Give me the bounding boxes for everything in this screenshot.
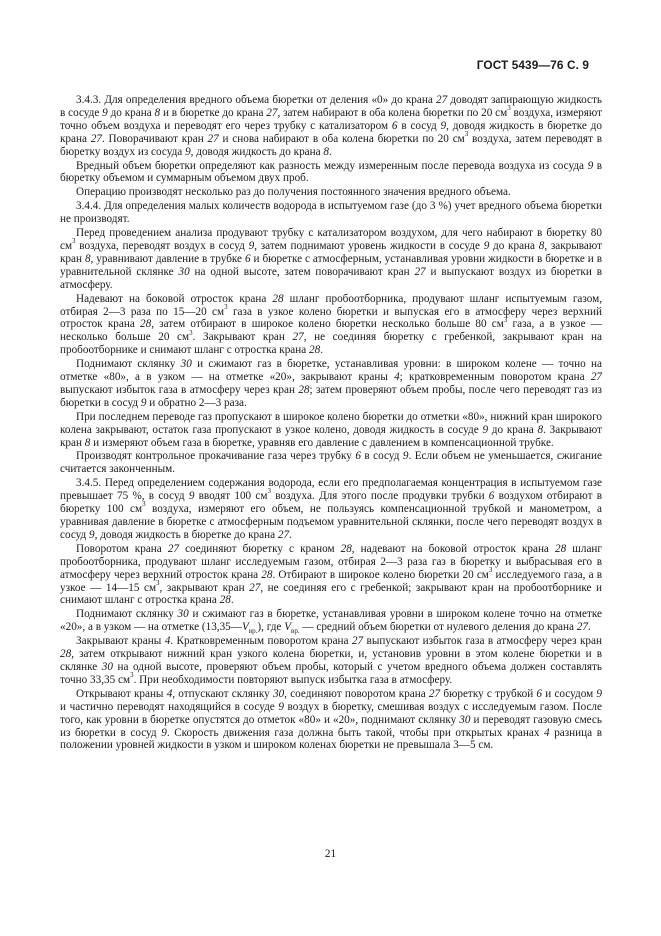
paragraph-open-valves: Открывают краны 4, отпускают склянку 30, соединяют поворотом крана 27 бюретку с трубкой 6 и сосудом 9 и частично переводят находящийся в сосуде 9 воздух в бюретку, смешивая воздух с исследуемым газом. После того, как уровни в бюретке опустятся до отметок «80» и «20», поднимают склянку 30 и переводят газовую смесь из бюретки в сосуд 9. Скорость движения газа должна быть такой, чтобы при открытых кранах 4 разница в положении уровней жидкости в узком и широком коленах бюретки не превышала 3—5 см. bbox=[60, 687, 602, 752]
paragraph-control-pumping: Производят контрольное прокачивание газа через трубку 6 в сосуд 9. Если объем не уменьшается, сжигание считается законченным. bbox=[60, 450, 602, 476]
paragraph-harmful-volume-definition: Вредный объем бюретки определяют как разность между измеренным после перевода воздуха из сосуда 9 в бюретку объемом и суммарным объемом двух проб. bbox=[60, 159, 602, 185]
paragraph-raise-bottle: Поднимают склянку 30 и сжимают газ в бюретке, устанавливая уровни в широком колене точно на отметке «20», а в узком — на отметке $(13,35—V_{вр.})$, где $V_{вр.}$ — средний объем бюретки от нулевого деления до крана 27. bbox=[60, 608, 602, 636]
paragraph-3-4-5: 3.4.5. Перед определением содержания водорода, если его предполагаемая концентрация в испытуемом газе превышает 75 %, в сосуд 9 вводят 100 $см^3$ воздуха. Для этого после продувки трубки 6 воздухом отбирают в бюретку 100 $см^3$ воздуха, измеряют его объем, не пользуясь компенсационной трубкой и манометром, а уравнивая давление в бюретке с атмосферным подъемом уравнительной склянки, после чего переводят воздух в сосуд 9, доводя жидкость в бюретке до крана 27. bbox=[60, 477, 603, 541]
page-number: 21 bbox=[324, 848, 337, 860]
paragraph-3-4-3: 3.4.3. Для определения вредного объема бюретки от деления «0» до крана 27 доводят запирающую жидкость в сосуде 9 до крана 8 и в бюретке до крана 27, затем набирают в оба колена бюретки по 20 $см^3$ воздуха, измеряют точно объем воздуха и переводят его через трубку с катализатором 6 в сосуд 9, доводя жидкость в бюретке до крана 27. Поворачивают кран 27 и снова набирают в оба колена бюретки по 20 $см^3$ воздуха, затем переводят в бюретку воздух из сосуда 9, доводя жидкость до крана 8. bbox=[60, 94, 603, 158]
paragraph-last-transfer: При последнем переводе газ пропускают в широкое колено бюретки до отметки «80», нижний кран широкого колена закрывают, остаток газа пропускают в узкое колено, доводя жидкость в сосуде 9 до крана 8. Закрывают кран 8 и измеряют объем газа в бюретке, уравняв его давление с давлением в компенсационной трубке. bbox=[60, 410, 602, 449]
paragraph-3-4-4: 3.4.4. Для определения малых количеств водорода в испытуемом газе (до 3 %) учет вредного объема бюретки не производят. bbox=[60, 200, 602, 226]
paragraph-repeat-operation: Операцию производят несколько раз до получения постоянного значения вредного объема. bbox=[76, 186, 511, 199]
paragraph-purge-catalyst: Перед проведением анализа продувают трубку с катализатором воздухом, для чего набирают в бюретку 80 $см^3$ воздуха, переводят воздух в сосуд 9, затем поднимают уровень жидкости в сосуде 9 до крана 8, закрывают кран 8, уравнивают давление в трубке 6 и бюретке с атмосферным, устанавливая уровни жидкости в бюретке и в уравнительной склянке 30 на одной высоте, затем поворачивают кран 27 и выпускают воздух из бюретки в атмосферу. bbox=[60, 227, 602, 291]
paragraph-sampler-hose: Надевают на боковой отросток крана 28 шланг пробоотборника, продувают шланг испытуемым газом, отбирая 2—3 раза по 15—20 $см^3$ газа в узкое колено бюретки и выпуская его в атмосферу через верхний отросток крана 28, затем отбирают в широкое колено бюретки несколько больше 80 $см^3$ газа, а в узкое — несколько больше 20 $см^3$. Закрывают кран 27, не соединяя бюретку с гребенкой, закрывают кран на пробоотборнике и снимают шланг с отростка крана 28. bbox=[60, 292, 602, 357]
document-body bbox=[60, 94, 602, 753]
paragraph-close-valves: Закрывают краны 4. Кратковременным поворотом крана 27 выпускают избыток газа в атмосферу через кран 28, затем открывают нижний кран узкого колена бюретки, и, установив уровни в этом колене бюретки и в склянке 30 на одной высоте, проверяют объем пробы, который с учетом вредного объема должен составлять точно 33,35 $см^3$. При необходимости повторяют выпуск избытка газа в атмосферу. bbox=[60, 635, 602, 686]
running-head: ГОСТ 5439—76 С. 9 bbox=[476, 58, 589, 72]
paragraph-connect-burette: Поворотом крана 27 соединяют бюретку с краном 28, надевают на боковой отросток крана 28 шланг пробоотборника, продувают шланг исследуемым газом, отбирая 2—3 раза газ в бюретку и выбрасывая его в атмосферу через верхний отросток крана 28. Отбирают в широкое колено бюретки 20 $см^3$ исследуемого газа, а в узкое — 14—15 $см^3$, закрывают кран 27, не соединяя его с гребенкой; закрывают кран на пробоотборнике и снимают шланг с отростка крана 28. bbox=[60, 542, 602, 607]
paragraph-compress-gas: Поднимают склянку 30 и сжимают газ в бюретке, устанавливая уровни: в широком колене — точно на отметке «80», а в узком — на отметке «20», закрывают краны 4; кратковременным поворотом крана 27 выпускают избыток газа в атмосферу через кран 28; затем проверяют объем пробы, после чего переводят газ из бюретки в сосуд 9 и обратно 2—3 раза. bbox=[60, 358, 602, 409]
